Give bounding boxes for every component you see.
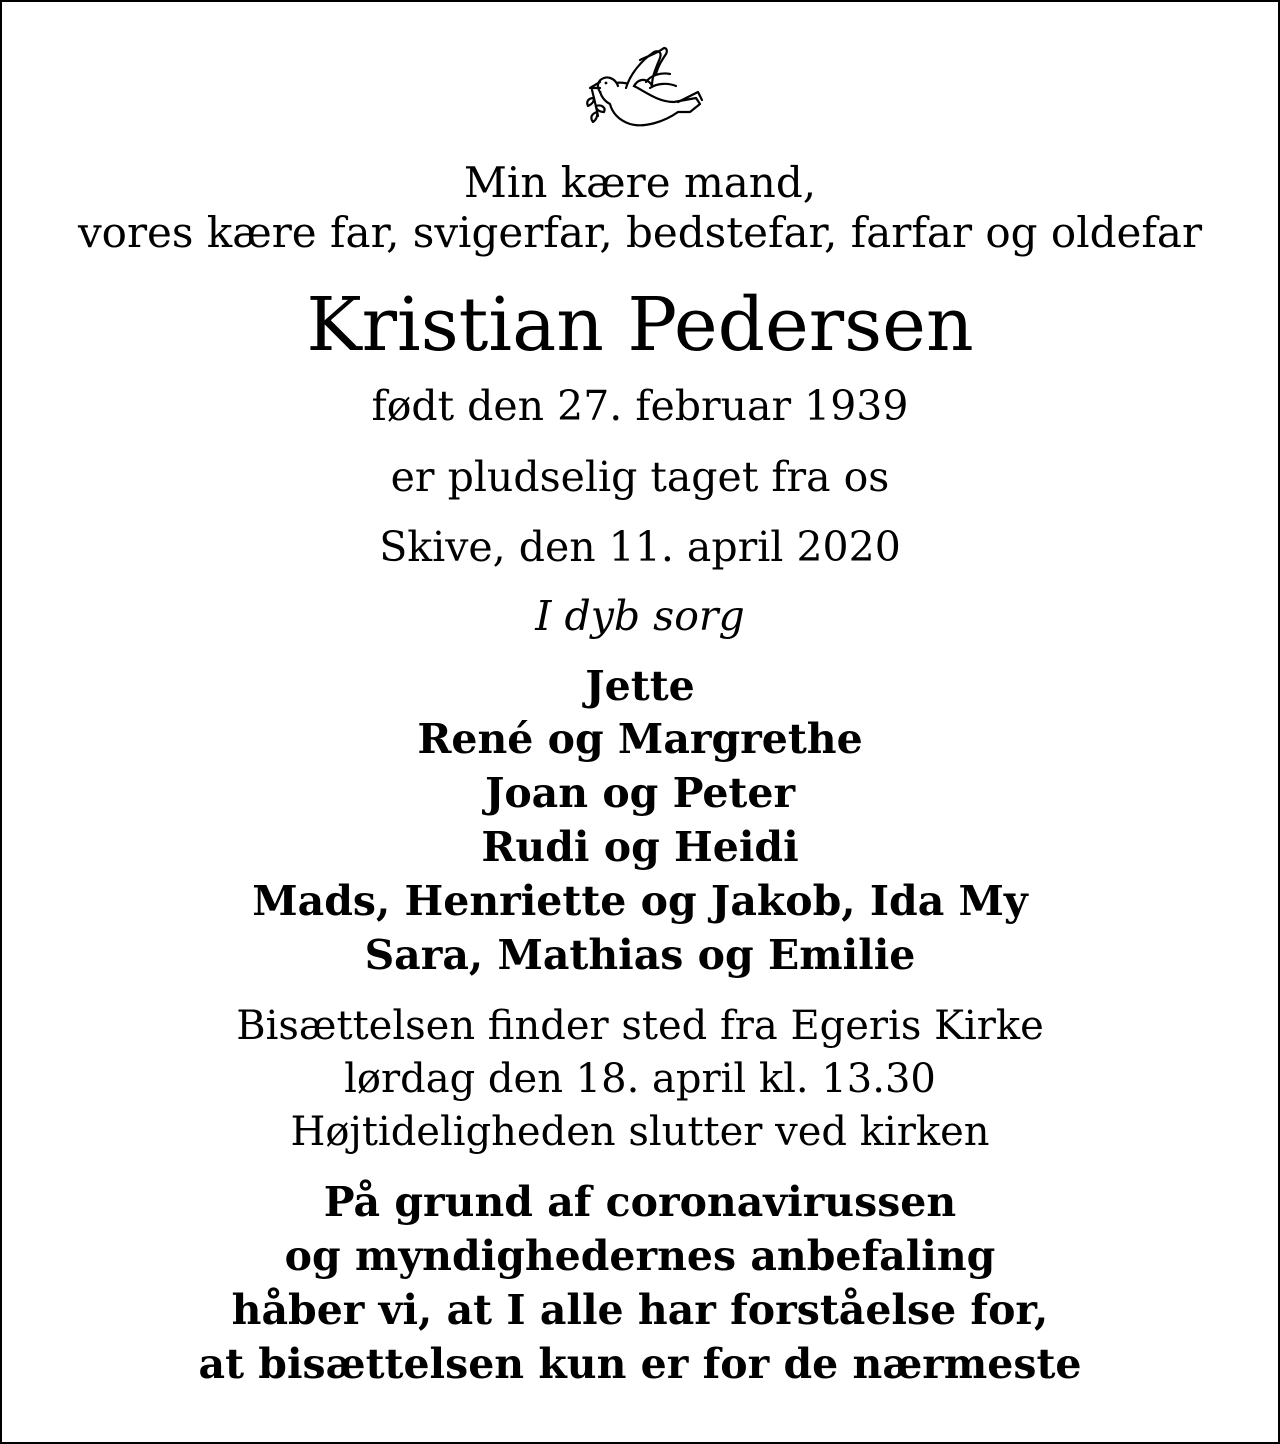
passing-text: er pludselig taget fra os bbox=[390, 453, 890, 501]
corona-notice-line: og myndighedernes anbefaling bbox=[284, 1232, 996, 1280]
mourner-line: Joan og Peter bbox=[484, 769, 796, 817]
corona-notice-line: håber vi, at I alle har forståelse for, bbox=[231, 1286, 1049, 1334]
place-and-date: Skive, den 11. april 2020 bbox=[379, 523, 901, 571]
intro-line-2: vores kære far, svigerfar, bedstefar, farfar og oldefar bbox=[77, 208, 1203, 257]
intro-line-1: Min kære mand, bbox=[463, 158, 817, 207]
mourner-line: Jette bbox=[585, 662, 695, 710]
funeral-line: Højtideligheden slutter ved kirken bbox=[290, 1109, 990, 1155]
dove-icon bbox=[578, 40, 708, 136]
corona-notice-line: På grund af coronavirussen bbox=[323, 1178, 957, 1226]
birth-date: født den 27. februar 1939 bbox=[371, 382, 909, 430]
deceased-name: Kristian Pedersen bbox=[306, 282, 974, 368]
mourner-line: René og Margrethe bbox=[417, 715, 863, 763]
corona-notice-line: at bisættelsen kun er for de nærmeste bbox=[198, 1340, 1082, 1388]
mourner-line: Rudi og Heidi bbox=[481, 823, 799, 871]
mourner-line: Mads, Henriette og Jakob, Ida My bbox=[252, 877, 1028, 925]
funeral-line: Bisættelsen finder sted fra Egeris Kirke bbox=[236, 1003, 1044, 1049]
mourner-line: Sara, Mathias og Emilie bbox=[364, 931, 916, 979]
funeral-line: lørdag den 18. april kl. 13.30 bbox=[344, 1056, 936, 1102]
sorrow-line: I dyb sorg bbox=[535, 592, 745, 640]
